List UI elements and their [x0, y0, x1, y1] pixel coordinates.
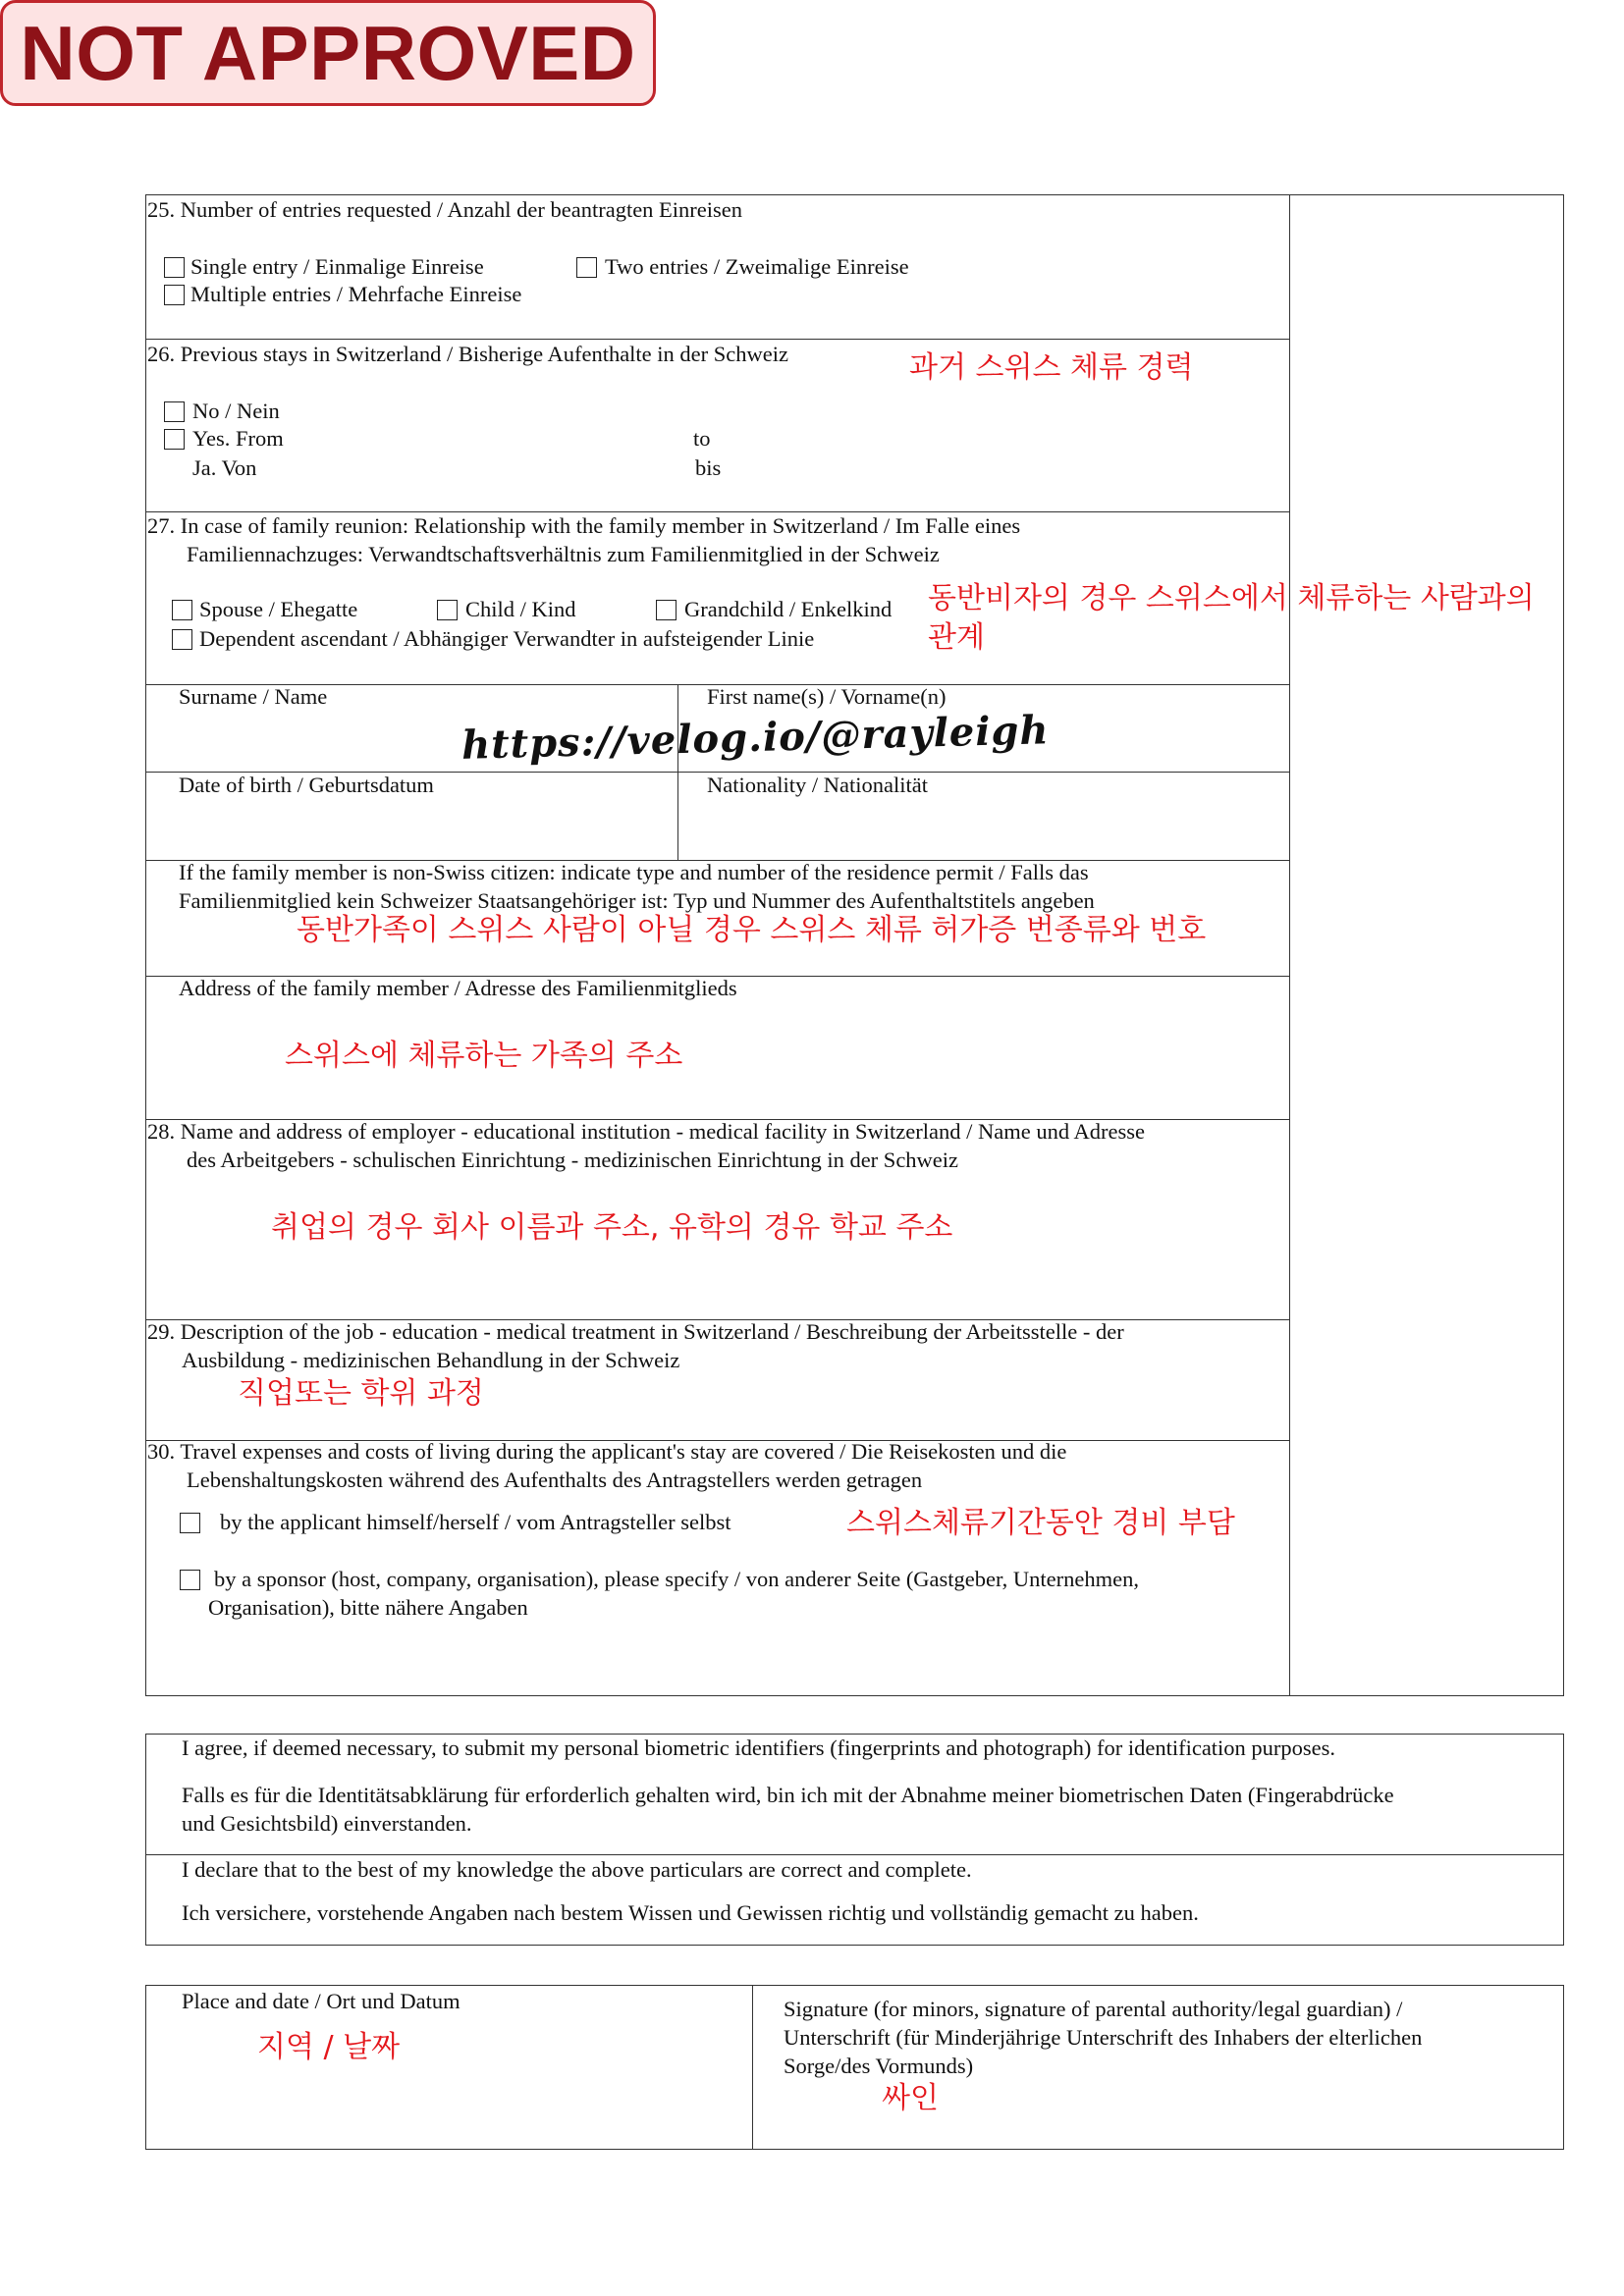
residence-permit-line1: If the family member is non-Swiss citizen: indicate type and number of the residence permit / Falls das — [179, 860, 1089, 884]
family-firstname-label: First name(s) / Vorname(n) — [707, 684, 947, 709]
residence-permit-annotation: 동반가족이 스위스 사람이 아닐 경우 스위스 체류 허가증 번종류와 번호 — [297, 913, 1207, 947]
family-dob-label: Date of birth / Geburtsdatum — [179, 773, 434, 797]
single-entry-checkbox[interactable] — [164, 257, 185, 278]
previous-stay-to-label: to — [693, 426, 711, 451]
q25-title: 25. Number of entries requested / Anzahl der beantragten Einreisen — [147, 197, 743, 222]
family-address-annotation: 스위스에 체류하는 가족의 주소 — [285, 1039, 683, 1073]
q27-title-line1: 27. In case of family reunion: Relationship with the family member in Switzerland / Im Falle eines — [147, 513, 1021, 538]
biometric-consent-de-line1: Falls es für die Identitätsabklärung für erforderlich gehalten wird, bin ich mit der Abnahme meiner biometrischen Daten (Fingerabdrücke — [182, 1783, 1394, 1807]
not-approved-stamp — [0, 0, 656, 106]
signature-label-line1: Signature (for minors, signature of parental authority/legal guardian) / — [784, 1997, 1403, 2021]
q27-title-line2: Familiennachzuges: Verwandtschaftsverhältnis zum Familienmitglied in der Schweiz — [187, 542, 940, 566]
dependent-ascendant-label: Dependent ascendant / Abhängiger Verwandter in aufsteigender Linie — [199, 626, 815, 651]
previous-stay-yes-checkbox[interactable] — [164, 429, 185, 450]
previous-stay-no-label: No / Nein — [192, 399, 280, 423]
residence-permit-line2: Familienmitglied kein Schweizer Staatsangehöriger ist: Typ und Nummer des Aufenthaltstitels angeben — [179, 888, 1095, 913]
q29-title-line1: 29. Description of the job - education - medical treatment in Switzerland / Beschreibung der Arbeitsstelle - der — [147, 1319, 1124, 1344]
q28-title-line1: 28. Name and address of employer - educational institution - medical facility in Switzerland / Name und Adresse — [147, 1119, 1145, 1144]
single-entry-label: Single entry / Einmalige Einreise — [190, 254, 484, 279]
q28-title-line2: des Arbeitgebers - schulischen Einrichtung - medizinischen Einrichtung in der Schweiz — [187, 1148, 959, 1172]
family-surname-label: Surname / Name — [179, 684, 328, 709]
q29-annotation: 직업또는 학위 과정 — [238, 1376, 484, 1411]
previous-stay-bis-label: bis — [695, 455, 722, 480]
q30-annotation: 스위스체류기간동안 경비 부담 — [846, 1506, 1235, 1540]
divider — [145, 1854, 1564, 1855]
spouse-label: Spouse / Ehegatte — [199, 597, 358, 621]
spouse-checkbox[interactable] — [172, 600, 192, 620]
signature-annotation: 싸인 — [882, 2081, 939, 2115]
cost-by-sponsor-line1: by a sponsor (host, company, organisation), please specify / von anderer Seite (Gastgeber, Unternehmen, — [214, 1567, 1139, 1591]
cost-by-sponsor-checkbox[interactable] — [180, 1570, 200, 1590]
q29-title-line2: Ausbildung - medizinischen Behandlung in der Schweiz — [182, 1348, 680, 1372]
q28-annotation: 취업의 경우 회사 이름과 주소, 유학의 경유 학교 주소 — [271, 1210, 953, 1245]
truth-declaration-de: Ich versichere, vorstehende Angaben nach bestem Wissen und Gewissen richtig und vollständig gemacht zu haben. — [182, 1900, 1199, 1925]
family-nationality-label: Nationality / Nationalität — [707, 773, 928, 797]
biometric-consent-en: I agree, if deemed necessary, to submit my personal biometric identifiers (fingerprints and photograph) for identification purposes. — [182, 1735, 1336, 1760]
child-checkbox[interactable] — [437, 600, 458, 620]
two-entries-checkbox[interactable] — [576, 257, 597, 278]
cost-by-sponsor-line2: Organisation), bitte nähere Angaben — [208, 1595, 528, 1620]
q27-annotation-line2: 관계 — [928, 620, 985, 655]
q27-annotation-line1: 동반비자의 경우 스위스에서 체류하는 사람과의 — [928, 581, 1535, 615]
multiple-entries-checkbox[interactable] — [164, 285, 185, 305]
q26-annotation: 과거 스위스 체류 경력 — [909, 350, 1194, 385]
signature-label-line2: Unterschrift (für Minderjährige Unterschrift des Inhabers der elterlichen — [784, 2025, 1423, 2050]
q26-title: 26. Previous stays in Switzerland / Bisherige Aufenthalte in der Schweiz — [147, 342, 788, 366]
right-column-divider — [1289, 194, 1290, 1696]
family-address-label: Address of the family member / Adresse des Familienmitglieds — [179, 976, 737, 1000]
watermark: https://velog.io/@rayleigh — [460, 707, 1051, 769]
grandchild-label: Grandchild / Enkelkind — [684, 597, 893, 621]
cost-by-applicant-label: by the applicant himself/herself / vom Antragsteller selbst — [220, 1510, 731, 1534]
previous-stay-ja-label: Ja. Von — [192, 455, 257, 480]
stamp-text: NOT APPROVED — [20, 10, 636, 96]
signature-label-line3: Sorge/des Vormunds) — [784, 2054, 974, 2078]
two-entries-label: Two entries / Zweimalige Einreise — [605, 254, 909, 279]
family-grid-divider — [677, 684, 678, 860]
child-label: Child / Kind — [465, 597, 576, 621]
place-date-annotation: 지역 / 날짜 — [257, 2030, 401, 2064]
dependent-ascendant-checkbox[interactable] — [172, 629, 192, 650]
truth-declaration-en: I declare that to the best of my knowledge the above particulars are correct and complete. — [182, 1857, 972, 1882]
place-date-label: Place and date / Ort und Datum — [182, 1989, 460, 2013]
multiple-entries-label: Multiple entries / Mehrfache Einreise — [190, 282, 522, 306]
divider — [145, 339, 1289, 340]
previous-stay-yes-label: Yes. From — [192, 426, 284, 451]
q30-title-line2: Lebenshaltungskosten während des Aufenthalts des Antragstellers werden getragen — [187, 1468, 923, 1492]
q30-title-line1: 30. Travel expenses and costs of living during the applicant's stay are covered / Die Reisekosten und die — [147, 1439, 1067, 1464]
cost-by-applicant-checkbox[interactable] — [180, 1513, 200, 1533]
previous-stay-no-checkbox[interactable] — [164, 401, 185, 422]
signature-divider — [752, 1985, 753, 2150]
biometric-consent-de-line2: und Gesichtsbild) einverstanden. — [182, 1811, 472, 1836]
grandchild-checkbox[interactable] — [656, 600, 677, 620]
